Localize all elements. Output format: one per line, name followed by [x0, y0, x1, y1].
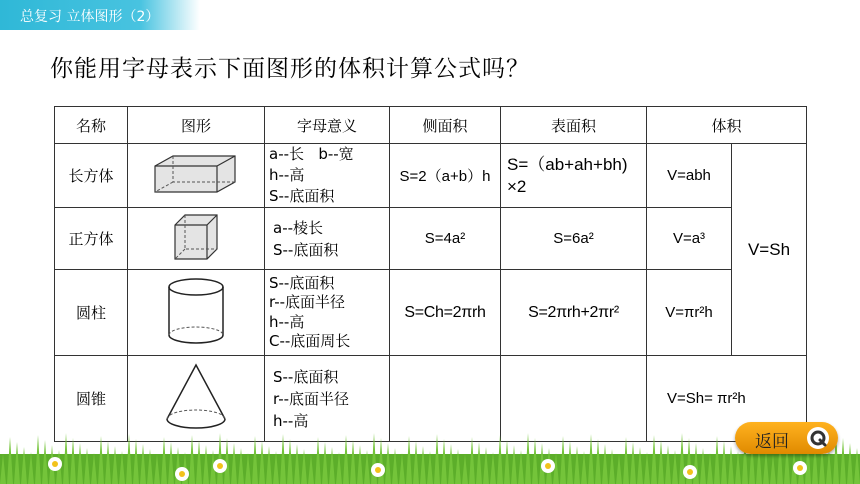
cylinder-icon — [128, 270, 265, 356]
meaning-line: S--底面积 — [269, 273, 335, 292]
header-surface-area: 表面积 — [501, 107, 647, 144]
row-name: 正方体 — [55, 208, 128, 270]
header-lateral-area: 侧面积 — [390, 107, 501, 144]
row-name: 圆柱 — [55, 270, 128, 356]
meaning-line: r--底面半径 — [269, 293, 346, 311]
table-row — [55, 144, 807, 208]
flower-center — [179, 471, 185, 477]
flower-center — [797, 465, 803, 471]
row-meaning — [265, 208, 390, 270]
meaning-line: a--棱长 — [273, 218, 324, 237]
header-title: 总复习 立体图形（2） — [20, 9, 160, 25]
cube-icon — [128, 208, 265, 270]
row-meaning — [265, 270, 390, 356]
flower-center — [375, 467, 381, 473]
grass-decoration — [0, 428, 860, 484]
meaning-line: h--高 — [269, 312, 305, 331]
meaning-line: a--长 b--宽 — [269, 145, 354, 163]
row-surface — [501, 144, 647, 208]
header-volume: 体积 — [647, 107, 807, 144]
row-lateral: S=Ch=2πrh — [390, 270, 501, 356]
meaning-line: h--高 — [273, 411, 309, 430]
row-volume: V=Sh= πr²h — [647, 356, 807, 442]
surface-line: S=（ab+ah+bh) — [507, 154, 628, 174]
table-row — [55, 208, 807, 270]
row-name: 长方体 — [55, 144, 128, 208]
flower-center — [217, 463, 223, 469]
back-q-icon — [806, 426, 830, 450]
row-volume: V=abh — [647, 144, 732, 208]
header-name: 名称 — [55, 107, 128, 144]
meaning-line: S--底面积 — [269, 187, 335, 205]
header-meaning: 字母意义 — [265, 107, 390, 144]
meaning-line: S--底面积 — [273, 240, 339, 259]
formula-table — [54, 106, 807, 442]
surface-line: ×2 — [507, 176, 527, 196]
row-name: 圆锥 — [55, 356, 128, 442]
question-title: 你能用字母表示下面图形的体积计算公式吗？ — [50, 56, 530, 82]
row-lateral: S=2（a+b）h — [390, 144, 501, 208]
meaning-line: r--底面半径 — [273, 389, 350, 408]
back-button-label: 返回 — [755, 432, 789, 452]
row-surface: S=2πrh+2πr² — [501, 270, 647, 356]
meaning-line: h--高 — [269, 166, 305, 184]
header-bar — [0, 0, 200, 30]
row-lateral: S=4a² — [390, 208, 501, 270]
meaning-line: C--底面周长 — [269, 332, 351, 350]
row-volume: V=πr²h — [647, 270, 732, 356]
row-meaning — [265, 144, 390, 208]
row-surface: S=6a² — [501, 208, 647, 270]
meaning-line: S--底面积 — [273, 367, 339, 386]
back-button[interactable] — [735, 422, 838, 454]
flower-center — [52, 461, 58, 467]
table-header-row — [55, 107, 807, 144]
row-volume: V=a³ — [647, 208, 732, 270]
flower-center — [687, 469, 693, 475]
flower-center — [545, 463, 551, 469]
header-shape: 图形 — [128, 107, 265, 144]
table-row — [55, 270, 807, 356]
cuboid-icon — [128, 144, 265, 208]
shared-volume: V=Sh — [732, 144, 807, 356]
